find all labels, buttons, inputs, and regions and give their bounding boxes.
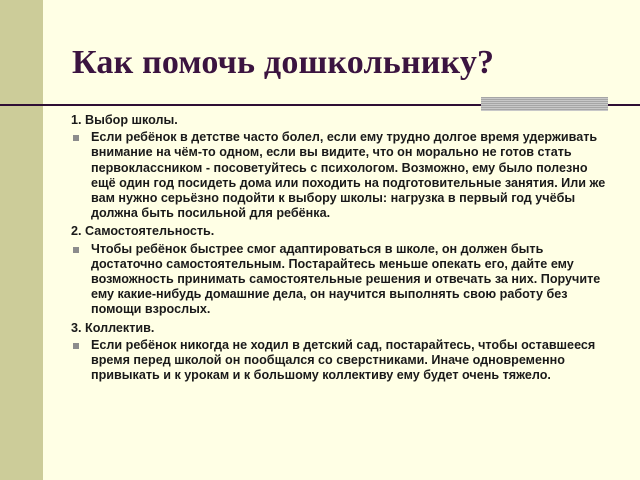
square-bullet-icon bbox=[73, 247, 79, 253]
left-accent-bar bbox=[0, 0, 43, 480]
slide-title: Как помочь дошкольнику? bbox=[72, 44, 495, 81]
bullet-item-school-choice bbox=[71, 130, 606, 221]
bullet-text: Чтобы ребёнок быстрее смог адаптироваться в школе, он должен быть достаточно самостоятельным. Постарайтесь меньше опекать его, дайте ему возможность принимать самостоятельные решения и отвечать за них. Поручите ему какие-нибудь домашние дела, он научится выполнять свою работу без помощи взрослых. bbox=[91, 241, 601, 317]
bullet-item-independence bbox=[71, 242, 606, 318]
section-heading-collective: 3. Коллектив. bbox=[71, 320, 155, 335]
section-heading-school-choice: 1. Выбор школы. bbox=[71, 113, 178, 127]
title-divider-block bbox=[481, 97, 608, 111]
bullet-item-collective bbox=[71, 338, 606, 384]
section-heading-independence: 2. Самостоятельность. bbox=[71, 224, 215, 239]
square-bullet-icon bbox=[73, 135, 79, 141]
slide-content bbox=[71, 113, 606, 386]
bullet-text: Если ребёнок никогда не ходил в детский сад, постарайтесь, чтобы оставшееся время перед школой он пообщался со сверстниками. Иначе одновременно привыкать и к урокам и к большому коллективу ему будет очень тяжело. bbox=[91, 337, 596, 383]
square-bullet-icon bbox=[73, 343, 79, 349]
bullet-text: Если ребёнок в детстве часто болел, если ему трудно долгое время удерживать внимание на чём-то одном, если вы видите, что он морально не готов стать первоклассником - посоветуйтесь с психологом. Возможно, ему было полезно ещё один год посидеть дома или походить на подготовительные занятия. Или же вам нужно серьёзно подойти к выбору школы: нагрузка в первый год учёбы должна быть посильной для ребёнка. bbox=[91, 130, 606, 221]
